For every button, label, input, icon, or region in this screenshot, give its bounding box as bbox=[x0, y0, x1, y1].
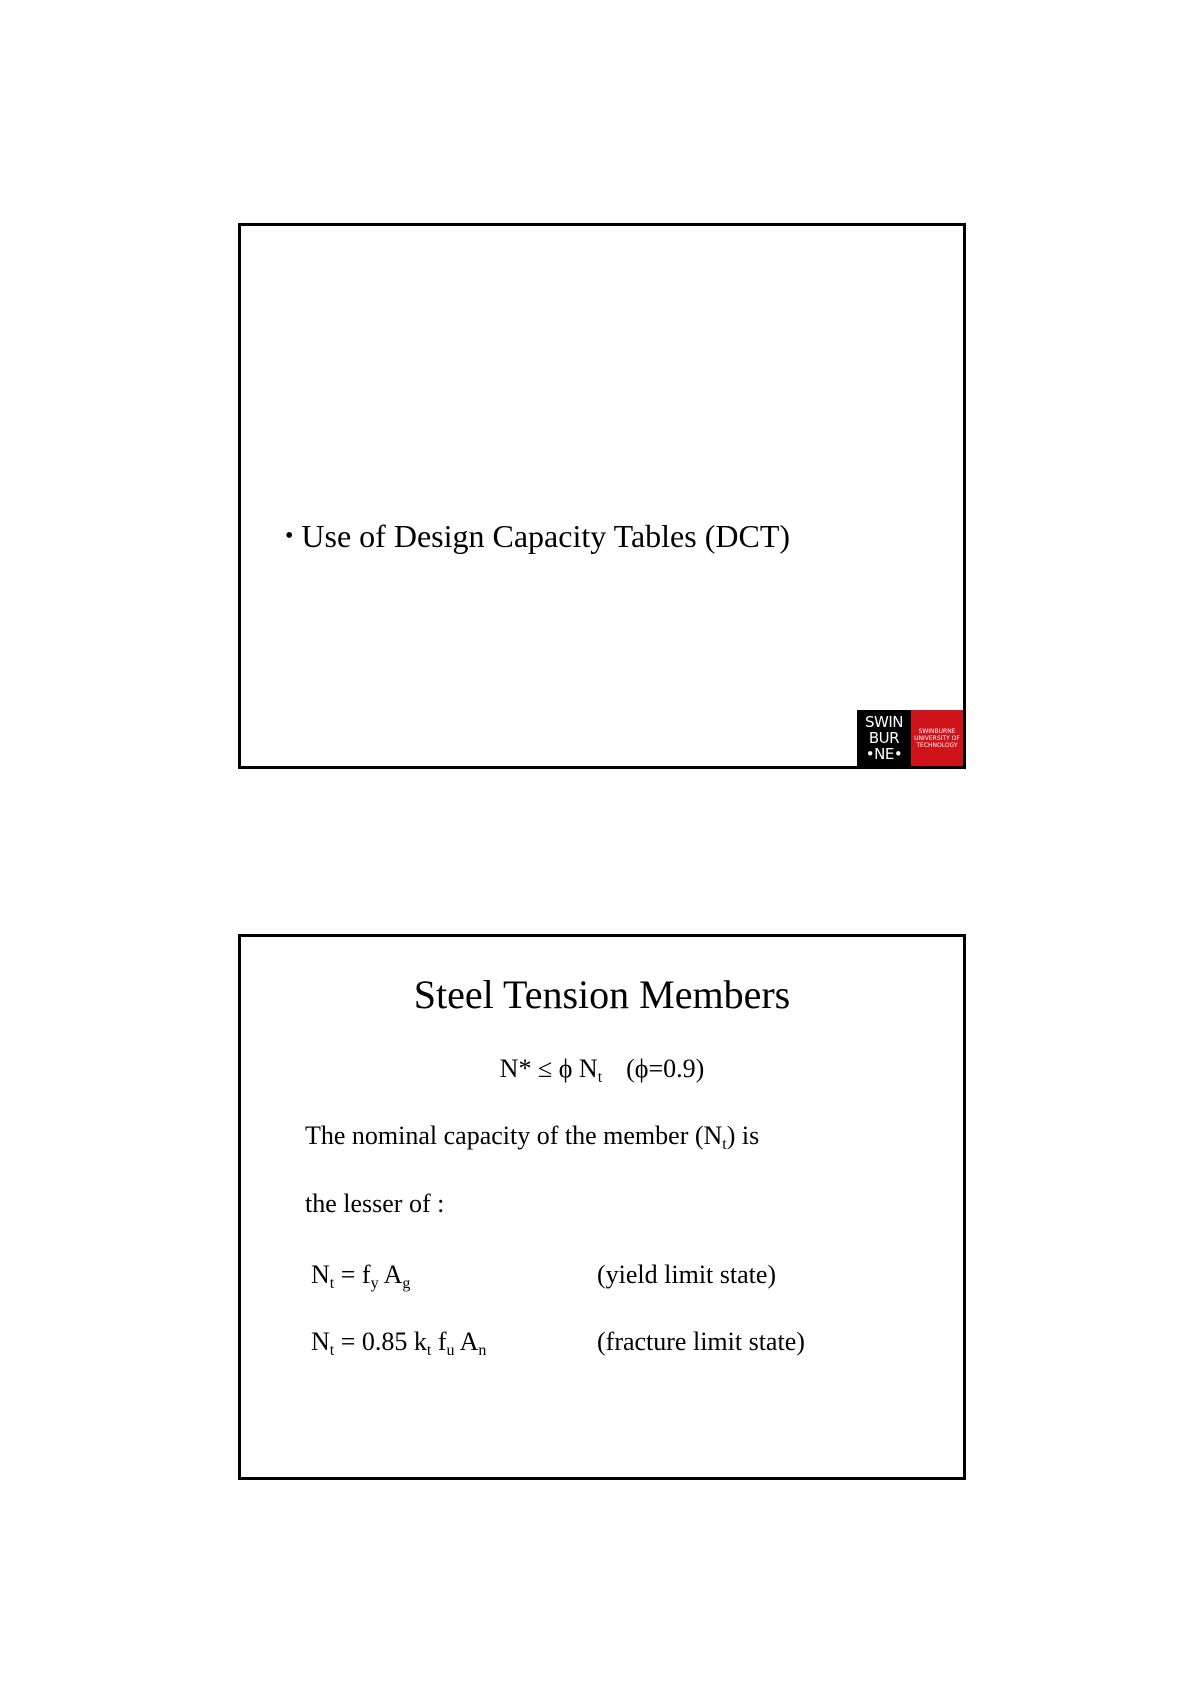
paragraph-nominal-capacity bbox=[305, 1121, 759, 1151]
para1-sub: t bbox=[722, 1136, 727, 1153]
inequality-lhs: N* ≤ ϕ N bbox=[499, 1054, 598, 1083]
capacity-inequality bbox=[241, 1054, 963, 1084]
logo-line-3: •NE• bbox=[865, 745, 903, 763]
bullet-icon: • bbox=[285, 523, 294, 549]
logo-line-2: BUR bbox=[868, 729, 900, 747]
logo-line-1: SWIN bbox=[865, 713, 903, 731]
equation-yield bbox=[311, 1260, 410, 1290]
logo-tagline-2: UNIVERSITY OF bbox=[914, 734, 960, 742]
note-yield-limit-state: (yield limit state) bbox=[597, 1260, 777, 1289]
eq1-eq: = f bbox=[334, 1260, 371, 1289]
eq2-f: f bbox=[431, 1327, 447, 1356]
eq1-a-sub: g bbox=[402, 1275, 411, 1292]
eq2-k-sub: t bbox=[426, 1342, 432, 1359]
note-fracture-limit-state: (fracture limit state) bbox=[597, 1327, 805, 1356]
logo-tagline-3: TECHNOLOGY bbox=[916, 741, 958, 749]
eq2-n-sub: t bbox=[329, 1342, 335, 1359]
eq2-f-sub: u bbox=[446, 1342, 455, 1359]
slide-dct bbox=[238, 223, 966, 769]
logo-tagline bbox=[911, 710, 963, 766]
inequality-sub: t bbox=[597, 1069, 603, 1086]
bullet-item-dct bbox=[285, 518, 790, 555]
eq2-n: N bbox=[311, 1327, 330, 1356]
slide-steel-tension bbox=[238, 934, 966, 1480]
eq1-f-sub: y bbox=[370, 1275, 379, 1292]
equation-fracture bbox=[311, 1327, 486, 1357]
bullet-text: Use of Design Capacity Tables (DCT) bbox=[301, 518, 791, 554]
para1-text-a: The nominal capacity of the member (N bbox=[305, 1121, 723, 1150]
paragraph-lesser-of: the lesser of : bbox=[305, 1189, 445, 1218]
eq1-n-sub: t bbox=[329, 1275, 335, 1292]
eq1-n: N bbox=[311, 1260, 330, 1289]
slide-title: Steel Tension Members bbox=[413, 972, 791, 1017]
eq2-eq: = 0.85 k bbox=[334, 1327, 427, 1356]
para1-text-b: ) is bbox=[726, 1121, 760, 1150]
logo-wordmark bbox=[857, 710, 911, 766]
eq2-a-sub: n bbox=[478, 1342, 487, 1359]
swinburne-logo bbox=[857, 710, 963, 766]
phi-note: (ϕ=0.9) bbox=[626, 1054, 705, 1083]
eq2-a: A bbox=[454, 1327, 479, 1356]
eq1-a: A bbox=[378, 1260, 403, 1289]
logo-tagline-1: SWINBURNE bbox=[918, 727, 956, 735]
